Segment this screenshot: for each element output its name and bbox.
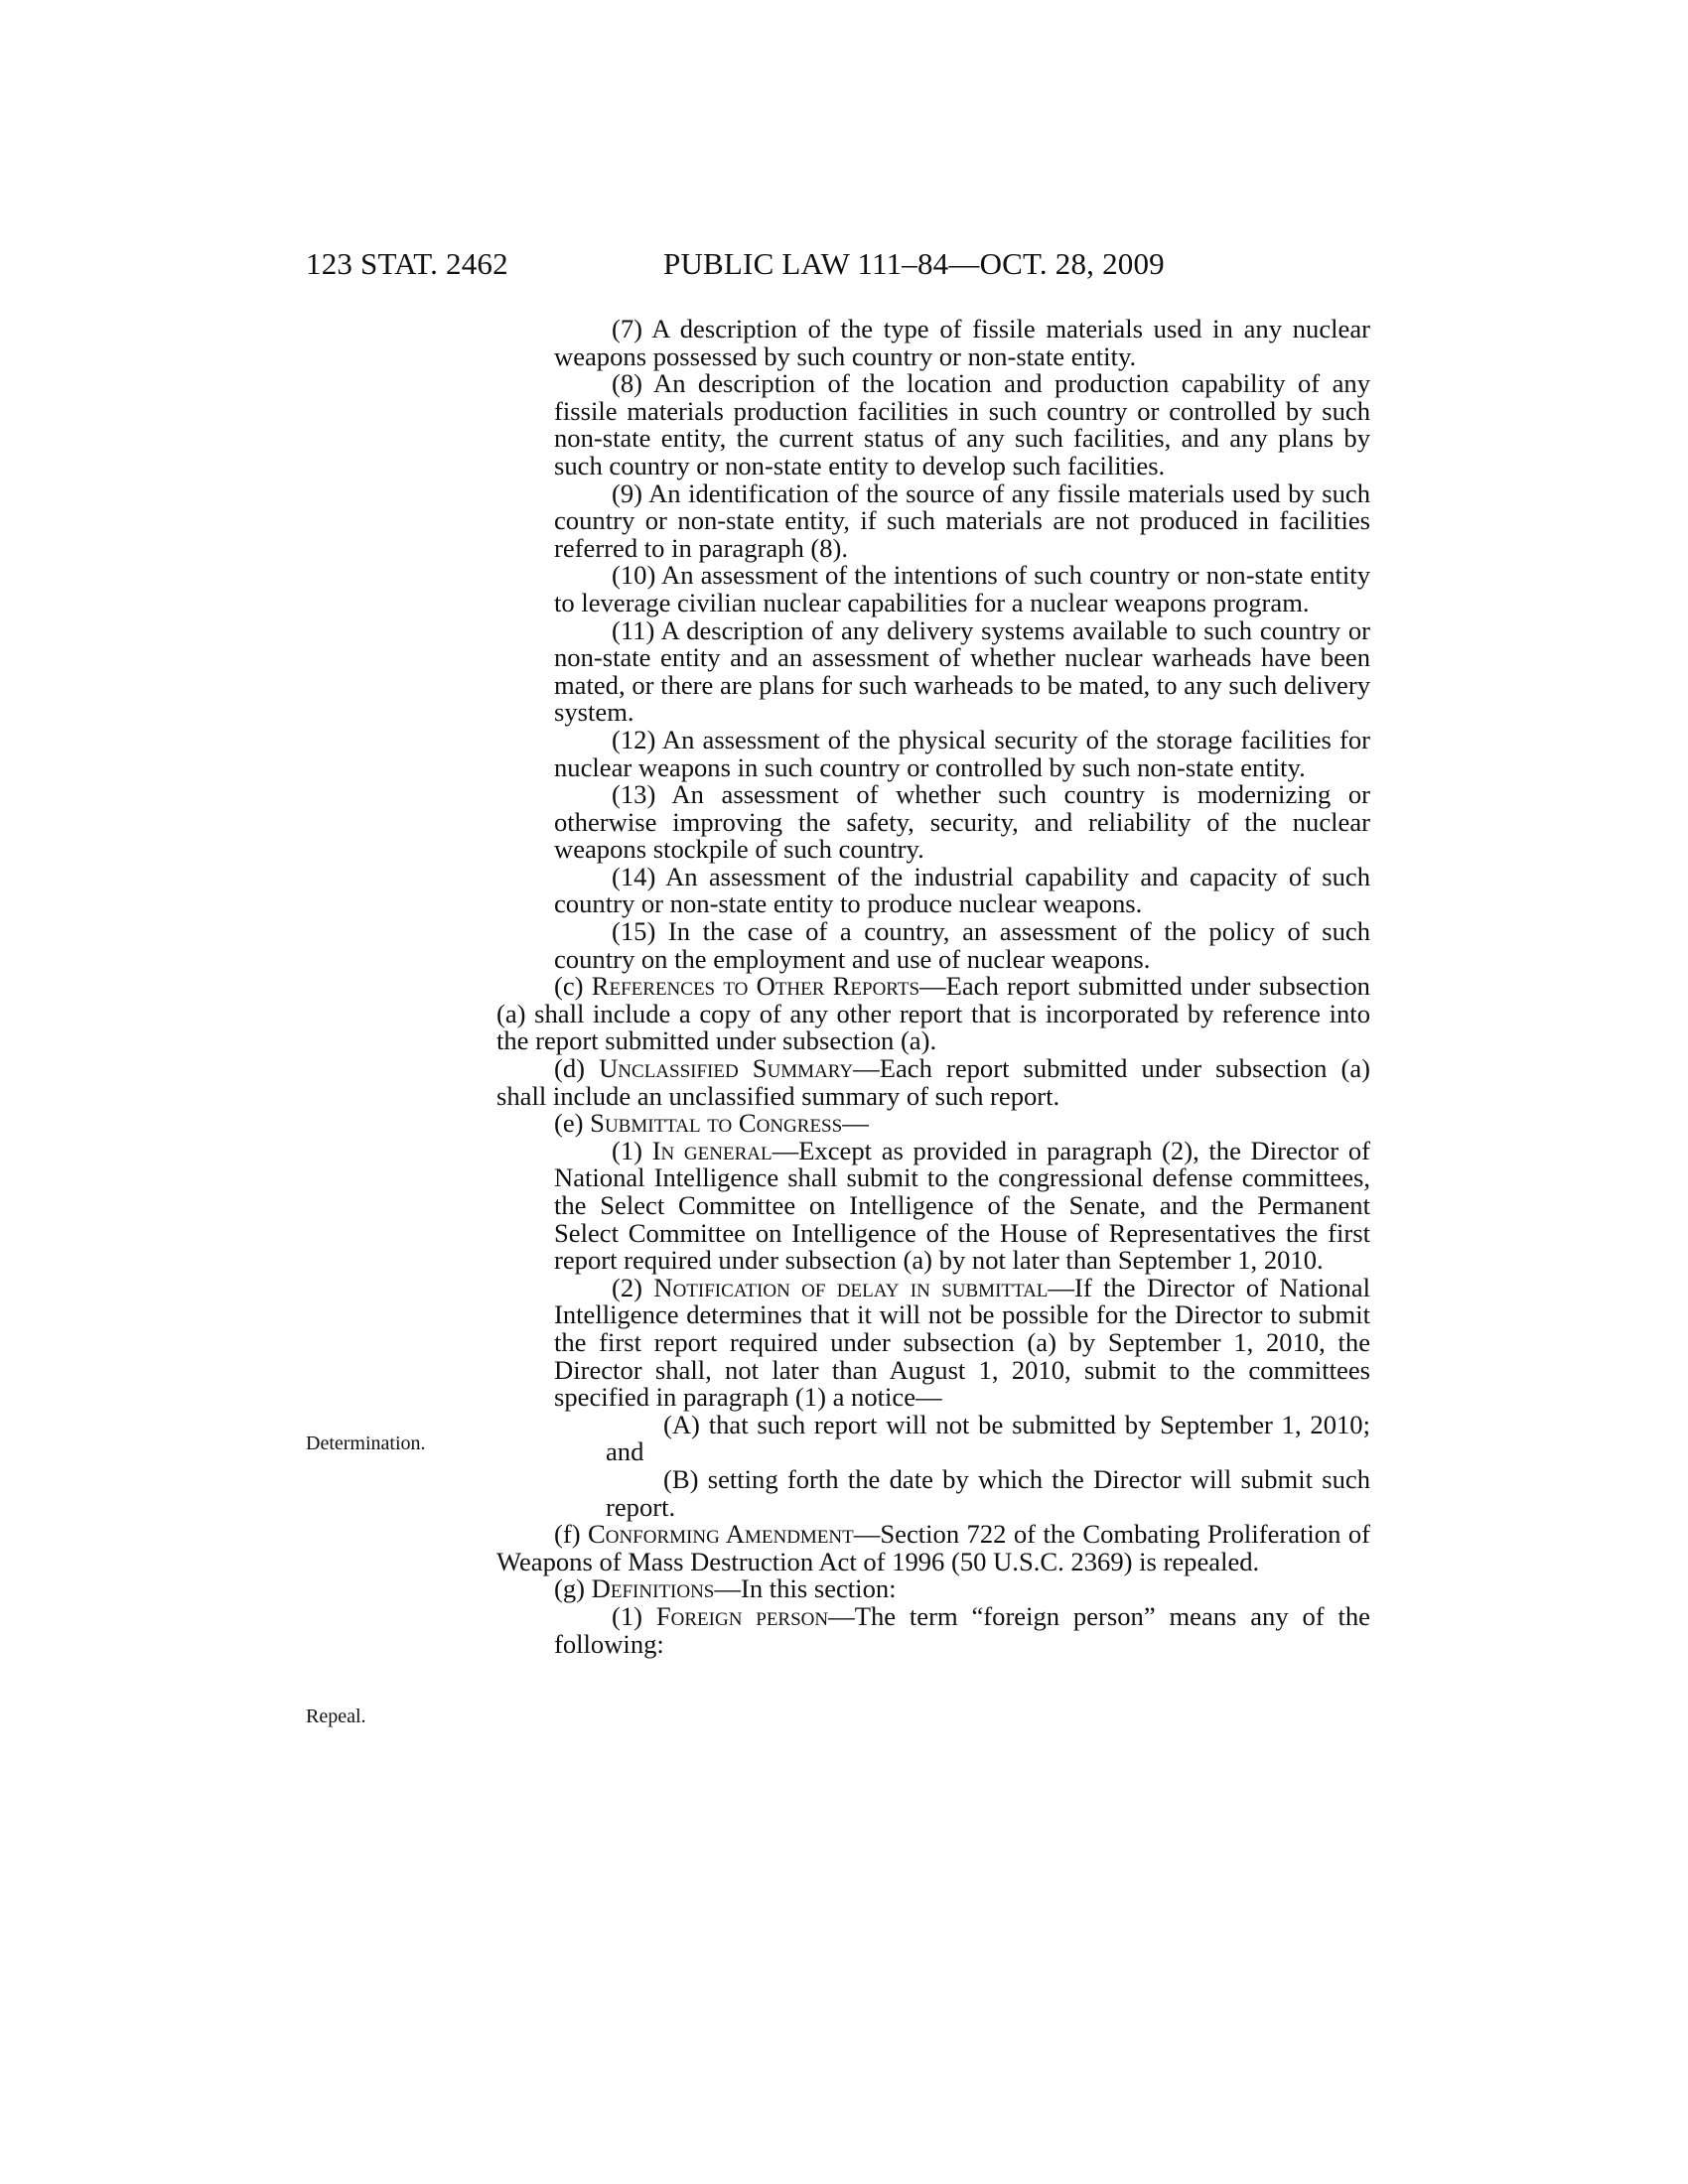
paragraph-11: (11) A description of any delivery systems available to such country or non-state entity and an assessment of whether nuclear warheads have been mated, or there are plans for such warheads to be mated, to any such delivery system. [554,614,1370,728]
paragraph-8: (8) An description of the location and production capability of any fissile materials production facilities in such country or controlled by such non-state entity, the current status of any such facilities, and any plans by such country or non-state entity to develop such facilities. [554,368,1370,480]
e2-heading: Notification of delay in submittal [653,1272,1049,1302]
subparagraph-a: (A) that such report will not be submitted by September 1, 2010; and [606,1409,1370,1467]
statute-citation: 123 STAT. 2462 [306,246,508,281]
margin-note-determination: Determination. [306,1433,426,1454]
subsection-c-heading: References to Other Reports [591,971,920,1002]
subparagraph-b: (B) setting forth the date by which the Director will submit such report. [606,1463,1370,1522]
paragraph-10: (10) An assessment of the intentions of such country or non-state entity to leverage civilian nuclear capabilities for a nuclear weapons program. [554,560,1370,617]
subsection-c-prefix: (c) [554,971,592,1002]
subsection-e-paragraph-1 [496,1135,1370,1276]
page-header [306,246,1370,286]
subsection-e-prefix: (e) [554,1108,591,1139]
subsection-c [496,973,1370,1055]
g1-prefix: (1) [612,1600,656,1631]
public-law-citation: PUBLIC LAW 111–84—OCT. 28, 2009 [663,246,1165,281]
paragraph-13: (13) An assessment of whether such country is modernizing or otherwise improving the safety, security, and reliability of the nuclear weapons stockpile of such country. [554,779,1370,865]
subsection-g-paragraph-1 [496,1600,1370,1659]
g1-text: —The term “foreign person” means any of the following: [554,1600,1370,1659]
paragraph-12: (12) An assessment of the physical security of the storage facilities for nuclear weapons in such country or controlled by such non-state entity. [554,724,1370,782]
subsection-g-heading: Definitions [591,1573,715,1604]
subsection-e-heading: Submittal to Congress [590,1108,843,1139]
subsection-f-prefix: (f) [554,1519,588,1550]
g1-heading: Foreign person [655,1600,829,1631]
paragraph-7: (7) A description of the type of fissile materials used in any nuclear weapons possessed by such country or non-state entity. [554,314,1370,371]
subsection-d-text: —Each report submitted under subsection (a) shall include an unclassified summary of such report. [496,1053,1371,1111]
margin-note-repeal: Repeal. [306,1706,366,1727]
subsection-f-heading: Conforming Amendment [588,1519,854,1550]
subsection-f-text: —Section 722 of the Combating Proliferation of Weapons of Mass Destruction Act of 1996 (50 U.S.C. 2369) is repealed. [496,1519,1370,1576]
subsection-d-prefix: (d) [554,1053,600,1084]
paragraph-14: (14) An assessment of the industrial capability and capacity of such country or non-state entity to produce nuclear weapons. [554,861,1370,919]
paragraph-9: (9) An identification of the source of any fissile materials used by such country or non-state entity, if such materials are not produced in facilities referred to in paragraph (8). [554,478,1370,563]
subsection-d [496,1055,1370,1110]
subsection-f [496,1521,1370,1575]
subsection-e-paragraph-2 [496,1272,1370,1413]
subsection-g-prefix: (g) [554,1573,592,1604]
subsection-d-heading: Unclassified Summary [599,1053,854,1084]
paragraph-15: (15) In the case of a country, an assessment of the policy of such country on the employment and use of nuclear weapons. [554,916,1370,974]
document-body [496,316,1370,1658]
e2-text: —If the Director of National Intelligence determines that it will not be possible for the Director to submit the first report required under subsection (a) by September 1, 2010, the Director shall, not later than August 1, 2010, submit to the committees specified in paragraph (1) a notice— [554,1272,1370,1413]
subsection-c-text: —Each report submitted under subsection (a) shall include a copy of any other report that is incorporated by reference into the report submitted under subsection (a). [496,971,1370,1056]
e1-heading: In general [651,1135,773,1165]
subsection-e [496,1110,1370,1138]
e2-prefix: (2) [612,1272,654,1302]
subsection-g [496,1575,1370,1603]
e1-text: —Except as provided in paragraph (2), the Director of National Intelligence shall submit to the congressional defense committees, the Select Committee on Intelligence of the Senate, and the Permanent Select Committee on Intelligence of the House of Representatives the first report required under subsection (a) by not later than September 1, 2010. [554,1135,1370,1276]
e1-prefix: (1) [612,1135,652,1165]
subsection-e-text: — [842,1108,869,1139]
subsection-g-text: —In this section: [714,1573,897,1604]
